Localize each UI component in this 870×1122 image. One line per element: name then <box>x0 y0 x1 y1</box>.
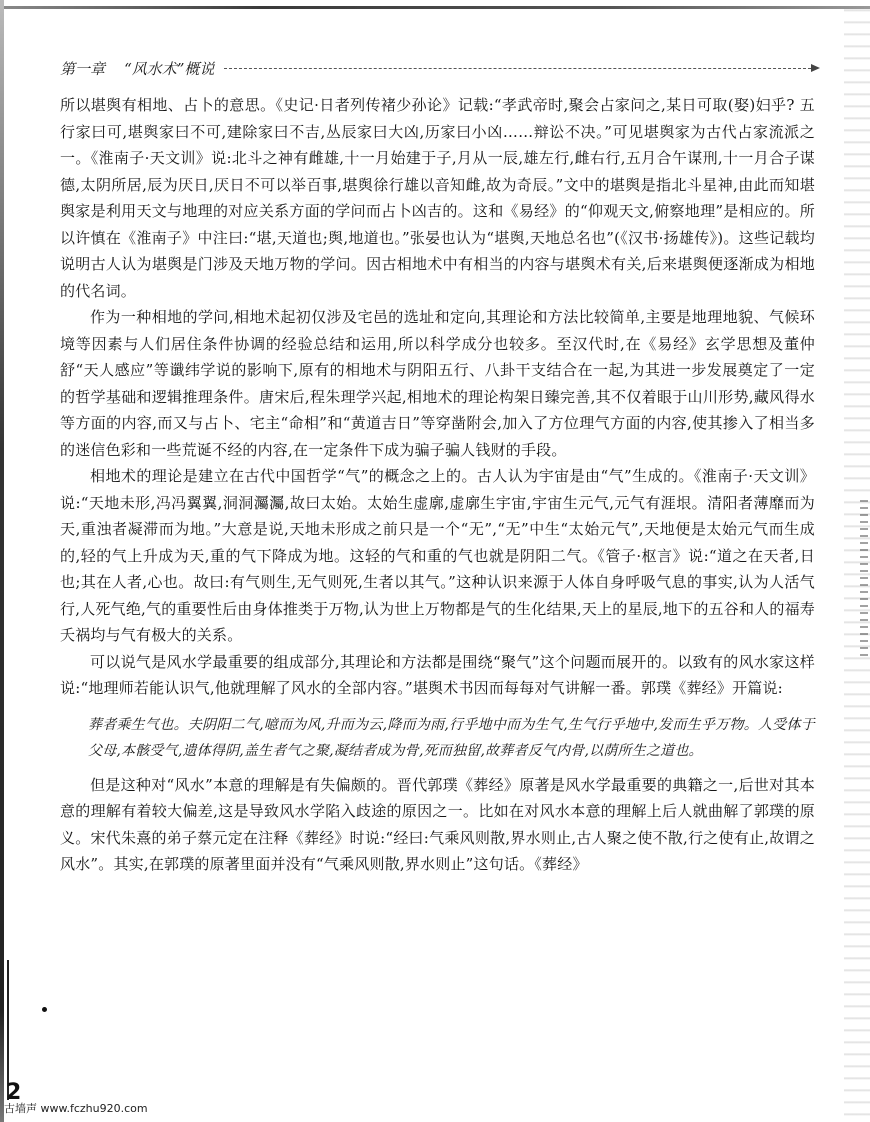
paragraph: 但是这种对“风水”本意的理解是有失偏颇的。晋代郭璞《葬经》原著是风水学最重要的典籍之一,后世对其本意的理解有着较大偏差,这是导致风水学陷入歧途的原因之一。比如在对风水本意的理解上后人就曲解了郭璞的原义。宋代朱熹的弟子蔡元定在注释《葬经》时说:“经曰:气乘风则散,界水则止,古人聚之使不散,行之使有止,故谓之风水”。其实,在郭璞的原著里面并没有“气乘风则散,界水则止”这句话。《葬经》 <box>60 775 815 873</box>
paragraph: 作为一种相地的学问,相地术起初仅涉及宅邑的选址和定向,其理论和方法比较简单,主要是地理地貌、气候环境等因素与人们居住条件协调的经验总结和运用,所以科学成分也较多。至汉代时,在《易经》玄学思想及董仲舒“天人感应”等谶纬学说的影响下,原有的相地术与阴阳五行、八卦干支结合在一起,为其进一步发展奠定了一定的哲学基础和逻辑推理条件。唐宋后,程朱理学兴起,相地术的理论构架日臻完善,其不仅着眼于山川形势,藏风得水等方面的内容,而又与占卜、宅主“命相”和“黄道吉日”等穿凿附会,加入了方位理气方面的内容,使其掺入了相当多的迷信色彩和一些荒诞不经的内容,在一定条件下成为骗子骗人钱财的手段。 <box>60 308 815 459</box>
watermark-prefix: 古墙声 <box>4 1102 37 1115</box>
watermark-url: www.fczhu920.com <box>40 1102 148 1115</box>
paragraph: 可以说气是风水学最重要的组成部分,其理论和方法都是围绕“聚气”这个问题而展开的。以致有的风水家这样说:“地理师若能认识气,他就理解了风水的全部内容。”堪舆术书因而每每对气讲解一番。郭璞《葬经》开篇说: <box>60 652 815 697</box>
header-arrow-icon <box>811 64 820 72</box>
paragraph: 相地术的理论是建立在古代中国哲学“气”的概念之上的。古人认为宇宙是由“气”生成的。《淮南子·天文训》说:“天地未形,冯冯翼翼,洞洞灟灟,故曰太始。太始生虚廓,虚廓生宇宙,宇宙生元气,元气有涯垠。清阳者薄靡而为天,重浊者凝滞而为地。”大意是说,天地未形成之前只是一个“无”,“无”中生“太始元气”,天地便是太始元气而生成的,轻的气上升成为天,重的气下降成为地。这轻的气和重的气也就是阴阳二气。《管子·枢言》说:“道之在天者,日也;其在人者,心也。故曰:有气则生,无气则死,生者以其气。”这种认识来源于人体自身呼吸气息的事实,认为人活气行,人死气绝,气的重要性后由身体推类于万物,认为世上万物都是气的生化结果,天上的星辰,地下的五谷和人的福寿夭祸均与气有极大的关系。 <box>60 467 815 644</box>
scan-binding-mark <box>7 960 9 1100</box>
scan-speck <box>42 1007 47 1012</box>
chapter-title: 第一章 “风水术”概说 <box>60 59 215 78</box>
watermark <box>4 1100 148 1116</box>
running-header <box>60 56 820 80</box>
paragraph-continued: 所以堪舆有相地、占卜的意思。《史记·日者列传褚少孙论》记载:“孝武帝时,聚会占家问之,某日可取(娶)妇乎? 五行家曰可,堪舆家曰不可,建除家曰不吉,丛辰家曰大凶,历家曰小凶……辩讼不决。”可见堪舆家为古代占家流派之一。《淮南子·天文训》说:北斗之神有雌雄,十一月始建于子,月从一辰,雄左行,雌右行,五月合午谋刑,十一月合子谋德,太阴所居,辰为厌日,厌日不可以举百事,堪舆徐行雄以音知雌,故为奇辰。”文中的堪舆是指北斗星神,由此而知堪舆家是利用天文与地理的对应关系方面的学问而占卜凶吉的。这和《易经》的“仰观天文,俯察地理”是相应的。所以许慎在《淮南子》中注曰:“堪,天道也;舆,地道也。”张晏也认为“堪舆,天地总名也”(《汉书·扬雄传》)。这些记载均说明古人认为堪舆是门涉及天地万物的学问。因古相地术中有相当的内容与堪舆术有关,后来堪舆便逐渐成为相地的代名词。 <box>60 96 815 300</box>
scan-right-noise <box>844 0 870 1122</box>
header-rule <box>224 68 811 69</box>
scan-top-edge <box>0 6 870 9</box>
block-quote: 葬者乘生气也。夫阴阳二气,噫而为风,升而为云,降而为雨,行乎地中而为生气,生气行乎地中,发而生乎万物。人受体于父母,本骸受气,遗体得阴,盖生者气之聚,凝结者成为骨,死而独留,故葬者反气内骨,以荫所生之道也。 <box>88 716 815 759</box>
page-number: 2 <box>6 1080 22 1105</box>
page-body <box>60 92 815 878</box>
scan-left-edge <box>0 0 4 1122</box>
